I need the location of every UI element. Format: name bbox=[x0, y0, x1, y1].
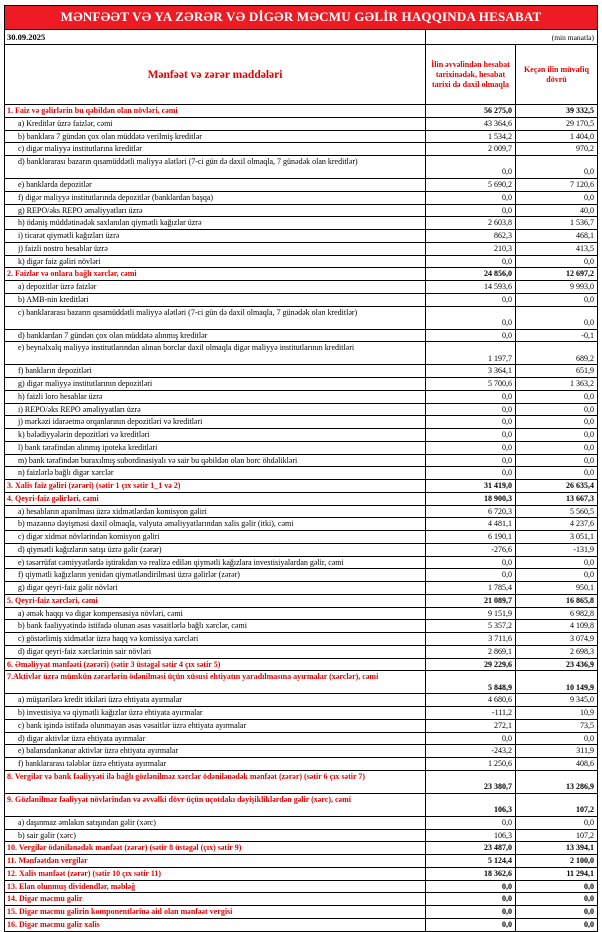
table-row bbox=[5, 829, 597, 842]
table-row bbox=[5, 255, 597, 268]
row-label: d) banklardan 7 gündən çox olan müddətə alınmış kreditlər bbox=[18, 330, 208, 340]
table-row bbox=[5, 390, 597, 403]
value-current-period: 1 534,2 bbox=[425, 131, 515, 143]
value-current-period: 0,0 bbox=[425, 733, 515, 745]
value-prior-period: 0,0 bbox=[515, 881, 597, 893]
row-label: b) investisiya və qiymətli kağızlar üzrə ehtiyata ayırmalar bbox=[18, 708, 203, 717]
table-row bbox=[5, 892, 597, 905]
value-prior-period: 0,0 bbox=[515, 156, 597, 178]
table-row bbox=[5, 216, 597, 229]
table-row bbox=[5, 757, 597, 770]
row-label: a) Kreditlər üzrə faizlər, cəmi bbox=[18, 118, 113, 128]
value-prior-period: 1 363,2 bbox=[515, 378, 597, 390]
value-prior-period: 107,2 bbox=[515, 830, 597, 842]
table-row bbox=[5, 658, 597, 671]
table-row bbox=[5, 645, 597, 658]
value-current-period: 272,1 bbox=[425, 720, 515, 732]
table-row bbox=[5, 670, 597, 693]
table-row bbox=[5, 466, 597, 479]
value-current-period: 0,0 bbox=[425, 294, 515, 306]
row-label: a) hesabların aparılması üzrə xidmətlərdən komisyon gəliri bbox=[18, 506, 207, 516]
table-row bbox=[5, 415, 597, 428]
table-row bbox=[5, 454, 597, 467]
table-row bbox=[5, 693, 597, 706]
value-current-period: 0,0 bbox=[425, 156, 515, 178]
unit-note: (min manatla) bbox=[425, 30, 597, 44]
row-label: 10. Vergilər ödənilənədək mənfəət (zərər) (sətir 8 üstəgəl (çıx) sətir 9) bbox=[7, 843, 242, 853]
value-current-period: 0,0 bbox=[425, 893, 515, 905]
row-label: m) bank tərəfindən buraxılmış subordinasiyalı və sair bu qəbildən olan borc öhdəlikləri bbox=[18, 455, 298, 465]
row-label: j) mərkəzi idarəetmə orqanlarının depozitləri və kreditləri bbox=[18, 417, 203, 427]
value-current-period: 2 009,7 bbox=[425, 143, 515, 155]
value-prior-period: 0,0 bbox=[515, 919, 597, 931]
row-label: b) məzənnə dəyişməsi daxil olmaqla, valyuta əməliyyatlarından xalis gəlir (itki), cəmi bbox=[18, 519, 294, 529]
row-label: c) banklararası bazarın qısamüddətli maliyyə alətləri (7-ci gün də daxil olmaqla, 7 günədək olan kreditlər) bbox=[18, 307, 358, 317]
report-table bbox=[4, 29, 598, 932]
value-current-period: 0,0 bbox=[425, 391, 515, 403]
value-prior-period: 26 635,4 bbox=[515, 480, 597, 492]
row-label: g) digər qeyri-faiz gəlir növləri bbox=[18, 583, 118, 592]
row-label: f) qiymətli kağızların yenidən qiymətləndirilməsi üzrə gəlirlər (zərər) bbox=[18, 570, 240, 580]
value-prior-period: 13 286,9 bbox=[515, 771, 597, 793]
value-prior-period: 39 332,5 bbox=[515, 105, 597, 117]
row-label: b) banklara 7 gündən çox olan müddətə verilmiş kreditlər bbox=[18, 131, 202, 141]
row-label: c) göstərlimiş xidmətlər üzrə haqq və komissiya xərcləri bbox=[18, 634, 199, 643]
value-current-period: -111,2 bbox=[425, 707, 515, 719]
table-row bbox=[5, 341, 597, 364]
value-current-period: 3 364,1 bbox=[425, 365, 515, 377]
table-row bbox=[5, 204, 597, 217]
value-prior-period: 23 436,9 bbox=[515, 659, 597, 671]
table-row bbox=[5, 732, 597, 745]
row-label: 3. Xalis faiz gəliri (zərəri) (sətir 1 çıx sətir 1_1 və 2) bbox=[7, 481, 181, 490]
table-row bbox=[5, 377, 597, 390]
report-page bbox=[4, 5, 598, 932]
value-current-period: 5 357,2 bbox=[425, 620, 515, 632]
value-prior-period: 2 698,3 bbox=[515, 646, 597, 658]
row-label: d) digər qeyri-faiz xərclərinin sair növləri bbox=[18, 646, 152, 656]
row-label: 11. Mənfəətdən vergilər bbox=[7, 856, 88, 865]
value-current-period: 0,0 bbox=[425, 881, 515, 893]
row-label: 9. Gözlənilməz fəaliyyət növlərindən və əvvəlki dövr üçün uçotdakı dəyişikliklərdən gəlir (xərc), cəmi bbox=[7, 794, 351, 804]
value-prior-period: -0,1 bbox=[515, 330, 597, 342]
value-prior-period: 2 100,0 bbox=[515, 855, 597, 867]
value-prior-period: 0,0 bbox=[515, 467, 597, 479]
value-current-period: 21 089,7 bbox=[425, 595, 515, 607]
value-prior-period: 13 667,3 bbox=[515, 493, 597, 505]
table-row bbox=[5, 632, 597, 645]
row-label: k) digər faiz gəliri növləri bbox=[18, 256, 101, 266]
table-row bbox=[5, 867, 597, 880]
row-label: 14. Digər məcmu gəlir bbox=[7, 894, 83, 904]
table-row bbox=[5, 267, 597, 280]
table-row bbox=[5, 155, 597, 178]
row-label: c) digər xidmət növlərindən komisyon gəliri bbox=[18, 532, 160, 541]
row-label: 4. Qeyri-faiz gəlirləri, cəmi bbox=[7, 493, 99, 503]
value-prior-period: 0,0 bbox=[515, 391, 597, 403]
row-label: h) ödəniş müddətinədək saxlanılan qiymətli kağızlar üzrə bbox=[18, 218, 202, 228]
value-prior-period: -131,9 bbox=[515, 544, 597, 556]
row-label: a) daşınmaz əmlakın satışından gəlir (xərc) bbox=[18, 817, 156, 827]
row-label: f) digər maliyyə institutlarında depozitlər (banklardan başqa) bbox=[18, 192, 214, 202]
table-row bbox=[5, 229, 597, 242]
value-prior-period: 689,2 bbox=[515, 342, 597, 364]
row-label: 13. Elan olunmuş dividendlər, məbləğ bbox=[7, 881, 136, 891]
table-row bbox=[5, 841, 597, 854]
value-prior-period: 1 404,0 bbox=[515, 131, 597, 143]
report-title: MƏNFƏƏT VƏ YA ZƏRƏR VƏ DİGƏR MƏCMU GƏLİR HAQQINDA HESABAT bbox=[4, 5, 598, 30]
table-row bbox=[5, 918, 597, 931]
row-label: g) REPO/əks REPO əməliyyatları üzrə bbox=[18, 205, 143, 215]
value-current-period: 56 275,0 bbox=[425, 105, 515, 117]
value-current-period: 2 603,8 bbox=[425, 217, 515, 229]
table-row bbox=[5, 142, 597, 155]
value-current-period: 2 869,1 bbox=[425, 646, 515, 658]
value-prior-period: 468,1 bbox=[515, 230, 597, 242]
table-row bbox=[5, 293, 597, 306]
row-label: c) bank işində istifadə olunmayan əsas vəsaitlər üzrə ehtiyata ayırmalar bbox=[18, 720, 247, 730]
row-label: a) müştərilərə kredit itkiləri üzrə ehtiyata ayırmalar bbox=[18, 695, 182, 705]
value-current-period: 0,0 bbox=[425, 467, 515, 479]
value-prior-period: 0,0 bbox=[515, 893, 597, 905]
table-row bbox=[5, 793, 597, 816]
value-prior-period: 0,0 bbox=[515, 817, 597, 829]
value-current-period: 5 848,9 bbox=[425, 671, 515, 693]
value-prior-period: 10 149,9 bbox=[515, 671, 597, 693]
value-prior-period: 13 394,1 bbox=[515, 842, 597, 854]
value-prior-period: 0,0 bbox=[515, 455, 597, 467]
row-label: b) bank fəaliyyətində istifadə olunan əsas vəsaitlərlə bağlı xərclər, cəmi bbox=[18, 621, 247, 631]
value-prior-period: 3 051,1 bbox=[515, 531, 597, 543]
value-prior-period: 0,0 bbox=[515, 404, 597, 416]
row-label: j) faizli nostro hesablar üzrə bbox=[18, 243, 108, 253]
value-current-period: 6 720,3 bbox=[425, 506, 515, 518]
row-label: e) beynəlxalq maliyyə institutlarından alınan borclar daxil olmaqla digər maliyyə institutlarının kreditləri bbox=[18, 343, 355, 353]
table-row bbox=[5, 719, 597, 732]
value-current-period: 106,3 bbox=[425, 830, 515, 842]
value-prior-period: 0,0 bbox=[515, 906, 597, 918]
table-row bbox=[5, 744, 597, 757]
value-current-period: 0,0 bbox=[425, 455, 515, 467]
row-label: i) ticarət qiymətli kağızları üzrə bbox=[18, 231, 120, 240]
row-label: d) qiymətli kağızların satışı üzrə gəlir (zərər) bbox=[18, 544, 162, 554]
value-current-period: 0,0 bbox=[425, 569, 515, 581]
table-row bbox=[5, 117, 597, 130]
value-prior-period: 950,1 bbox=[515, 582, 597, 594]
table-row bbox=[5, 568, 597, 581]
value-prior-period: 0,0 bbox=[515, 307, 597, 329]
row-label: e) təsərrüfat cəmiyyətlərdə iştirakdan və realizə edilən qiymətli kağızlara investisiyalardan gəlir, cəmi bbox=[18, 557, 344, 567]
value-prior-period: 408,6 bbox=[515, 758, 597, 770]
value-current-period: 0,0 bbox=[425, 442, 515, 454]
table-row bbox=[5, 329, 597, 342]
row-label: i) REPO/əks REPO əməliyyatları üzrə bbox=[18, 404, 141, 414]
table-row bbox=[5, 706, 597, 719]
value-prior-period: 10,9 bbox=[515, 707, 597, 719]
value-current-period: 43 364,6 bbox=[425, 118, 515, 130]
value-prior-period: 107,2 bbox=[515, 794, 597, 816]
row-label: 2. Faizlər və onlara bağlı xərclər, cəmi bbox=[7, 269, 137, 279]
column-header-prior-period: Keçən ilin müvafiq dövrü bbox=[515, 45, 597, 104]
column-header-current-period: İlin əvvəlindən hesabat tarixinədək, hesabat tarixi də daxil olmaqla bbox=[425, 45, 515, 104]
value-current-period: 0,0 bbox=[425, 906, 515, 918]
row-label: a) əmək haqqı və digər kompensasiya növləri, cəmi bbox=[18, 608, 183, 618]
row-label: k) bələdiyyələrin depozitləri və kreditləri bbox=[18, 430, 150, 439]
row-label: n) faizlərlə bağlı digər xərclər bbox=[18, 468, 114, 478]
value-current-period: 18 362,6 bbox=[425, 868, 515, 880]
row-label: e) banklarda depozitlər bbox=[18, 180, 92, 189]
value-current-period: 4 481,1 bbox=[425, 518, 515, 530]
value-current-period: 23 380,7 bbox=[425, 771, 515, 793]
value-current-period: 1 785,4 bbox=[425, 582, 515, 594]
table-row bbox=[5, 816, 597, 829]
table-row bbox=[5, 403, 597, 416]
value-current-period: 0,0 bbox=[425, 557, 515, 569]
value-prior-period: 40,0 bbox=[515, 205, 597, 217]
row-label: 12. Xalis mənfəət (zərər) (sətir 10 çıx sətir 11) bbox=[7, 868, 162, 878]
value-current-period: 3 711,6 bbox=[425, 633, 515, 645]
value-prior-period: 16 865,8 bbox=[515, 595, 597, 607]
value-prior-period: 0,0 bbox=[515, 429, 597, 441]
table-row bbox=[5, 619, 597, 632]
value-current-period: 5 690,2 bbox=[425, 179, 515, 191]
value-prior-period: 413,5 bbox=[515, 243, 597, 255]
value-prior-period: 0,0 bbox=[515, 442, 597, 454]
row-label: 15. Digər məcmu gəlirin komponentlərinə aid olan mənfəət vergisi bbox=[7, 907, 233, 916]
value-current-period: 0,0 bbox=[425, 817, 515, 829]
value-current-period: 14 593,6 bbox=[425, 281, 515, 293]
row-label: 6. Əməliyyat mənfəəti (zərəri) (sətir 3 üstəgəl sətir 4 çıx sətir 5) bbox=[7, 659, 221, 669]
value-current-period: 5 124,4 bbox=[425, 855, 515, 867]
value-prior-period: 0,0 bbox=[515, 569, 597, 581]
value-current-period: -243,2 bbox=[425, 745, 515, 757]
value-current-period: 24 856,0 bbox=[425, 268, 515, 280]
value-prior-period: 73,5 bbox=[515, 720, 597, 732]
value-current-period: 4 680,6 bbox=[425, 694, 515, 706]
table-row bbox=[5, 242, 597, 255]
table-row bbox=[5, 364, 597, 377]
table-row bbox=[5, 130, 597, 143]
value-current-period: 0,0 bbox=[425, 429, 515, 441]
value-prior-period: 0,0 bbox=[515, 192, 597, 204]
value-current-period: -276,6 bbox=[425, 544, 515, 556]
value-current-period: 1 250,6 bbox=[425, 758, 515, 770]
value-prior-period: 1 536,7 bbox=[515, 217, 597, 229]
value-prior-period: 970,2 bbox=[515, 143, 597, 155]
row-label: b) AMB-nin kreditləri bbox=[18, 294, 89, 304]
table-row bbox=[5, 479, 597, 492]
value-current-period: 5 700,6 bbox=[425, 378, 515, 390]
table-row bbox=[5, 594, 597, 607]
table-row bbox=[5, 492, 597, 505]
value-prior-period: 9 993,0 bbox=[515, 281, 597, 293]
row-label: f) bankların depozitləri bbox=[18, 366, 92, 376]
value-prior-period: 6 982,8 bbox=[515, 608, 597, 620]
table-row bbox=[5, 280, 597, 293]
table-body bbox=[5, 104, 597, 931]
value-current-period: 9 151,9 bbox=[425, 608, 515, 620]
value-prior-period: 3 074,9 bbox=[515, 633, 597, 645]
value-current-period: 106,3 bbox=[425, 794, 515, 816]
value-prior-period: 7 120,6 bbox=[515, 179, 597, 191]
value-current-period: 29 229,6 bbox=[425, 659, 515, 671]
table-row bbox=[5, 441, 597, 454]
table-row bbox=[5, 581, 597, 594]
row-label: 16. Digər məcmu gəlir xalis bbox=[7, 919, 100, 929]
column-headers bbox=[5, 44, 597, 104]
row-label: 1. Faiz və gəlirlərin bu qəbildən olan növləri, cəmi bbox=[7, 106, 178, 115]
table-row bbox=[5, 191, 597, 204]
value-current-period: 1 197,7 bbox=[425, 342, 515, 364]
value-prior-period: 9 345,0 bbox=[515, 694, 597, 706]
value-current-period: 0,0 bbox=[425, 256, 515, 268]
value-current-period: 0,0 bbox=[425, 330, 515, 342]
value-current-period: 0,0 bbox=[425, 919, 515, 931]
table-row bbox=[5, 770, 597, 793]
value-current-period: 0,0 bbox=[425, 205, 515, 217]
row-label: d) digər aktivlər üzrə ehtiyata ayırmalar bbox=[18, 733, 146, 743]
row-label: 5. Qeyri-faiz xərcləri, cəmi bbox=[7, 595, 98, 605]
table-row bbox=[5, 104, 597, 117]
value-prior-period: 0,0 bbox=[515, 557, 597, 569]
value-prior-period: 12 697,2 bbox=[515, 268, 597, 280]
value-current-period: 6 190,1 bbox=[425, 531, 515, 543]
row-label: h) faizli loro hesablar üzrə bbox=[18, 391, 103, 401]
value-current-period: 23 487,0 bbox=[425, 842, 515, 854]
value-current-period: 0,0 bbox=[425, 416, 515, 428]
table-row bbox=[5, 428, 597, 441]
row-label: f) banklararası tələblər üzrə ehtiyata ayırmalar bbox=[18, 759, 167, 768]
value-prior-period: 0,0 bbox=[515, 256, 597, 268]
value-prior-period: 5 560,5 bbox=[515, 506, 597, 518]
value-current-period: 0,0 bbox=[425, 192, 515, 204]
value-current-period: 862,3 bbox=[425, 230, 515, 242]
value-current-period: 18 900,3 bbox=[425, 493, 515, 505]
row-label: e) balansdankənar aktivlər üzrə ehtiyata ayırmalar bbox=[18, 746, 179, 756]
value-prior-period: 11 294,1 bbox=[515, 868, 597, 880]
row-label: a) depozitlər üzrə faizlər bbox=[18, 282, 97, 291]
value-current-period: 0,0 bbox=[425, 307, 515, 329]
value-prior-period: 651,9 bbox=[515, 365, 597, 377]
table-row bbox=[5, 543, 597, 556]
value-current-period: 31 419,0 bbox=[425, 480, 515, 492]
value-prior-period: 311,9 bbox=[515, 745, 597, 757]
column-header-items: Mənfəət və zərər maddələri bbox=[147, 68, 283, 81]
row-label: b) sair gəlir (xərc) bbox=[18, 830, 76, 840]
row-label: l) bank tərəfindən alınmış ipoteka kreditləri bbox=[18, 442, 158, 452]
row-label: c) digər maliyyə institutlarına kreditlər bbox=[18, 144, 142, 154]
value-prior-period: 0,0 bbox=[515, 416, 597, 428]
date-strip bbox=[5, 30, 597, 44]
value-prior-period: 29 170,5 bbox=[515, 118, 597, 130]
value-prior-period: 0,0 bbox=[515, 294, 597, 306]
value-current-period: 210,3 bbox=[425, 243, 515, 255]
table-row bbox=[5, 306, 597, 329]
value-current-period: 0,0 bbox=[425, 404, 515, 416]
table-row bbox=[5, 556, 597, 569]
table-row bbox=[5, 505, 597, 518]
table-row bbox=[5, 880, 597, 893]
report-date: 30.09.2025 bbox=[7, 32, 46, 42]
value-prior-period: 4 109,8 bbox=[515, 620, 597, 632]
table-row bbox=[5, 517, 597, 530]
value-prior-period: 4 237,6 bbox=[515, 518, 597, 530]
row-label: 7.Aktivlər üzrə mümkün zərərlərin ödənilməsi üçün xüsusi ehtiyatın yaradılmasına ayırmalar (xərclər), cəmi bbox=[7, 672, 379, 682]
row-label: g) digər maliyyə institutlarının depozitləri bbox=[18, 379, 153, 388]
value-prior-period: 0,0 bbox=[515, 733, 597, 745]
table-row bbox=[5, 905, 597, 918]
row-label: 8. Vergilər və bank fəaliyyəti ilə bağlı gözlənilməz xərclər ödənilənədək mənfəət (zərər) (sətir 6 çıx sətir 7) bbox=[7, 771, 366, 781]
row-label: d) banklararası bazarın qısamüddətli maliyyə alətləri (7-ci gün də daxil olmaqla, 7 günədək olan kreditlər) bbox=[18, 157, 358, 166]
table-row bbox=[5, 530, 597, 543]
table-row bbox=[5, 178, 597, 191]
table-row bbox=[5, 607, 597, 620]
